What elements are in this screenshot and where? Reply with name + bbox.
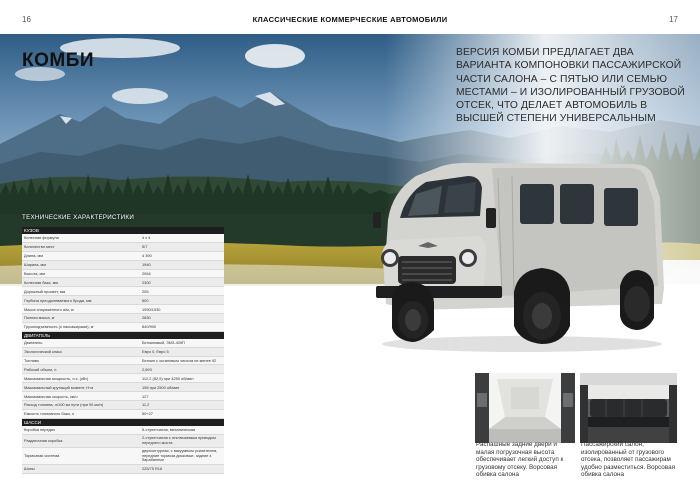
spec-row — [22, 465, 224, 474]
running-title: КЛАССИЧЕСКИЕ КОММЕРЧЕСКИЕ АВТОМОБИЛИ — [252, 15, 448, 24]
spec-label: Раздаточная коробка — [24, 438, 63, 444]
spec-group-header: ШАССИ — [22, 419, 224, 426]
spec-value: 127 — [142, 393, 149, 399]
spec-row — [22, 392, 224, 401]
spec-label: Ширина, мм — [24, 262, 46, 268]
spec-label: Грузоподъемность (с пассажирами), кг — [24, 324, 94, 330]
spec-value: Бензин с октановым числом не менее 92 — [142, 358, 217, 364]
spec-group-rows — [22, 426, 224, 474]
uaz-van-image — [372, 158, 672, 354]
page-header — [0, 0, 700, 34]
spec-label: Масса снаряженного а/м, кг — [24, 306, 75, 312]
spec-row — [22, 357, 224, 366]
spec-row — [22, 401, 224, 410]
spec-groups — [22, 227, 224, 474]
passenger-interior-image — [580, 373, 677, 443]
spec-group-rows — [22, 234, 224, 332]
spec-label: Рабочий объем, л — [24, 366, 57, 372]
cargo-interior-image — [475, 373, 575, 443]
spec-label: Экологический класс — [24, 349, 63, 355]
spec-row — [22, 383, 224, 392]
spec-row — [22, 234, 224, 243]
page-number-right: 17 — [669, 15, 678, 24]
spec-row — [22, 305, 224, 314]
spec-label: Максимальная скорость, км/ч — [24, 393, 78, 399]
spec-label: Глубина преодолеваемого брода, мм — [24, 297, 92, 303]
spec-label: Расход топлива, л/100 км пути (при 90 км/ч) — [24, 402, 104, 408]
photo-caption-1: Распашные задние двери и малая погрузочная высота обеспечивает легкий доступ к грузовому отсеку. Ворсовая обивка салона — [476, 441, 564, 479]
spec-value: 5-ступенчатая, механическая — [142, 427, 196, 433]
spec-row — [22, 365, 224, 374]
spec-value: 2,693 — [142, 366, 152, 372]
spec-value: Бензиновый, ЗМЗ-409П — [142, 340, 185, 346]
spec-label: Шины — [24, 466, 35, 472]
spec-value: 225/75 R16 — [142, 466, 163, 472]
spec-label: Двигатель — [24, 340, 43, 346]
spec-row — [22, 287, 224, 296]
spec-row — [22, 374, 224, 383]
spec-label: Колесная формула — [24, 235, 59, 241]
spec-row — [22, 323, 224, 332]
spec-value: 2300 — [142, 279, 151, 285]
spec-row — [22, 270, 224, 279]
spec-value: 2-ступенчатая с отключаемым приводом переднего моста — [142, 436, 216, 445]
spec-row — [22, 435, 224, 448]
spec-value: 11,2 — [142, 402, 150, 408]
spec-label: Коробка передач — [24, 427, 55, 433]
spec-row — [22, 426, 224, 435]
spec-row — [22, 243, 224, 252]
spec-row — [22, 448, 224, 465]
spec-row — [22, 278, 224, 287]
spec-value: 4 390 — [142, 253, 152, 259]
spec-row — [22, 261, 224, 270]
spec-group — [22, 419, 224, 474]
spec-row — [22, 339, 224, 348]
spec-label: Тормозная система — [24, 453, 60, 459]
spec-value: 112,2 (82,5) при 4250 об/мин — [142, 375, 194, 381]
specs-title: ТЕХНИЧЕСКИЕ ХАРАКТЕРИСТИКИ — [22, 214, 135, 221]
spec-row — [22, 348, 224, 357]
spec-value: двухконтурная, с вакуумным усилителем, передние тормоза дисковые, задние з барабанные — [142, 449, 218, 462]
spec-label: Максимальная мощность, л.с. (кВт) — [24, 375, 89, 381]
spec-value: Евро 0, Евро 5 — [142, 349, 169, 355]
spec-label: Топливо — [24, 358, 39, 364]
spec-group-header: КУЗОВ — [22, 227, 224, 234]
spec-label: Колесная база, мм — [24, 279, 58, 285]
spec-label: Дорожный просвет, мм — [24, 288, 66, 294]
spec-row — [22, 296, 224, 305]
spec-value: 840/900 — [142, 324, 157, 330]
spec-group-rows — [22, 339, 224, 419]
spec-label: Максимальный крутящий момент, Н·м — [24, 384, 94, 390]
spec-value: 50+27 — [142, 411, 153, 417]
spec-value: 1940 — [142, 262, 151, 268]
spec-label: Длина, мм — [24, 253, 43, 259]
spec-label: Высота, мм — [24, 271, 45, 276]
spec-row — [22, 252, 224, 261]
spec-group-header: ДВИГАТЕЛЬ — [22, 332, 224, 339]
spec-label: Количество мест — [24, 244, 55, 250]
page-number-left: 16 — [22, 15, 31, 24]
spec-group — [22, 227, 224, 332]
spec-label: Полная масса, кг — [24, 315, 55, 321]
spec-row — [22, 314, 224, 323]
section-title: КОМБИ — [22, 50, 95, 71]
spec-value: 1990/1930 — [142, 306, 161, 312]
spec-group — [22, 332, 224, 419]
cargo-compartment-photo — [475, 373, 575, 443]
lead-paragraph: ВЕРСИЯ КОМБИ ПРЕДЛАГАЕТ ДВА ВАРИАНТА КОМПОНОВКИ ПАССАЖИРСКОЙ ЧАСТИ САЛОНА – С ПЯТЬЮ ИЛИ СЕМЬЮ МЕСТАМИ – И ИЗОЛИРОВАННЫЙ ГРУЗОВОЙ ОТСЕК, ЧТО ДЕЛАЕТ АВТОМОБИЛЬ В ВЫСШЕЙ СТЕПЕНИ УНИВЕРСАЛЬНЫМ — [456, 47, 685, 125]
spec-row — [22, 410, 224, 419]
photo-caption-2: Пассажирский салон, изолированный от грузового отсека, позволяет пассажирам удобно разместиться. Ворсовая обивка салона — [581, 441, 675, 479]
passenger-salon-photo — [580, 373, 677, 443]
spec-value: 4 х 4 — [142, 235, 151, 241]
spec-value: 2064 — [142, 271, 151, 276]
spec-value: 205 — [142, 288, 149, 294]
spec-value: 198 при 2500 об/мин — [142, 384, 180, 390]
spec-value: 500 — [142, 297, 149, 303]
spec-value: 5/7 — [142, 244, 148, 250]
spec-value: 2830 — [142, 315, 151, 321]
spec-label: Емкость топливного бака, л — [24, 411, 75, 417]
specs-table — [22, 214, 224, 474]
